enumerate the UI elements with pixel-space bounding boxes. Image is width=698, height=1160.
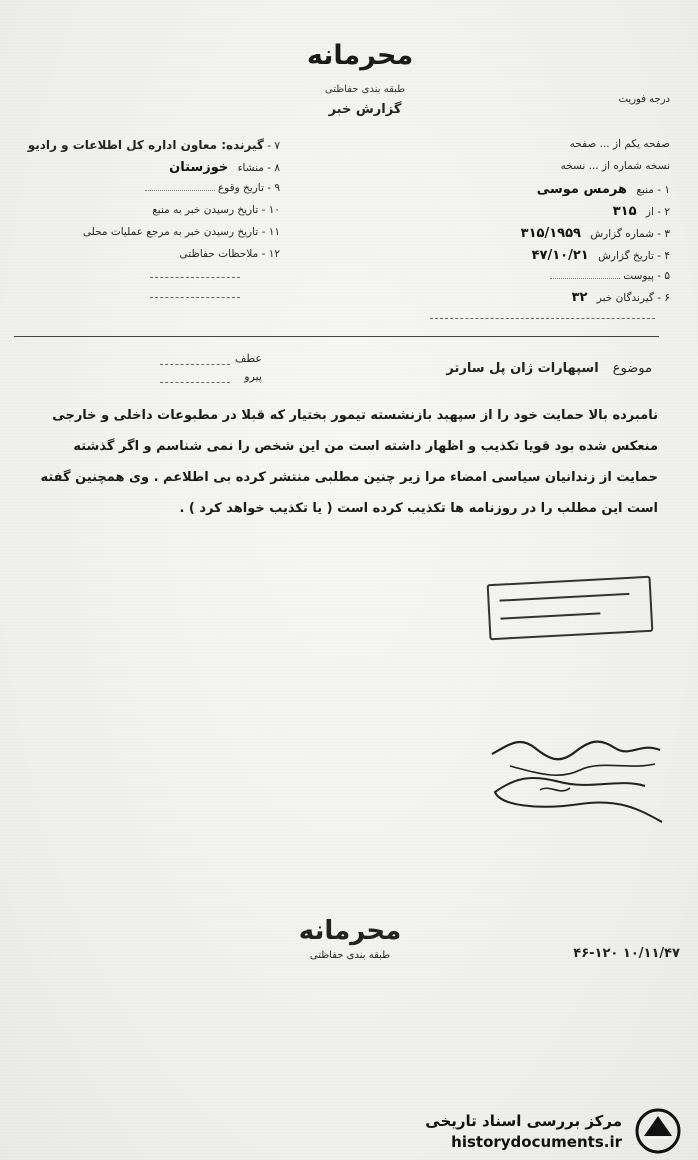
dotted-line — [160, 364, 230, 365]
dotted-line — [160, 382, 230, 383]
ref-atf: عطف — [235, 352, 262, 365]
body-line: است این مطلب را در روزنامه ها تکذیب کرده است ( یا تکذیب خواهد کرد ) . — [179, 501, 658, 516]
report-type: گزارش خبر — [328, 102, 402, 117]
field-security-notes: ۱۲ - ملاحظات حفاظتی — [179, 248, 280, 260]
body-line: حمایت از زندانیان سیاسی امضاء مرا زیر چنین مطلبی منتشر کرده بی اطلاعم . وی همچنین گفته — [40, 470, 658, 485]
field-attachment: ۵ - پیوست — [440, 270, 670, 282]
field-source-date: ۱۰ - تاریخ رسیدن خبر به منبع — [152, 204, 280, 216]
field-source: ۱ - منبع هرمس موسی — [536, 182, 670, 197]
priority-label: درجه فوریت — [618, 94, 670, 105]
handwritten-stamp — [487, 576, 654, 641]
ref-peyro: پیرو — [244, 370, 262, 383]
archive-logo-icon — [632, 1106, 684, 1156]
field-from: ۲ - از ۳۱۵ — [612, 204, 670, 219]
classification-level: طبقه بندی حفاظتی — [324, 84, 406, 95]
body-line: نامبرده بالا حمایت خود را از سپهبد بازنشسته تیمور بختیار که قبلا در مطبوعات داخلی و خارجی — [52, 408, 658, 423]
dotted-line — [150, 297, 240, 298]
classification-title: محرمانه — [306, 40, 414, 71]
field-page: صفحه یکم از ... صفحه — [569, 138, 670, 150]
report-body — [38, 400, 658, 524]
document-code: ۴۶-۱۲۰ ۱۰/۱۱/۴۷ — [573, 946, 680, 961]
handwritten-signature — [480, 730, 670, 830]
field-report-date: ۴ - تاریخ گزارش ۴۷/۱۰/۲۱ — [531, 248, 670, 263]
footer-classification: محرمانه — [298, 916, 402, 946]
field-occurrence-date: ۹ - تاریخ وقوع — [60, 182, 280, 194]
field-copy: نسخه شماره از ... نسخه — [560, 160, 670, 172]
header-divider — [14, 336, 659, 337]
field-recipients: ۶ - گیرندگان خبر ۳۲ — [571, 290, 670, 305]
body-line: منعکس شده بود قویا تکذیب و اظهار داشته است من این شخص را نمی شناسم و اگر گذشته — [73, 439, 658, 454]
subject-line: موضوع اسپهارات ژان پل سارتر — [446, 361, 652, 376]
footer-classification-level: طبقه بندی حفاظتی — [309, 950, 391, 961]
field-origin: ۸ - منشاء خوزستان — [169, 160, 280, 175]
watermark-name: مرکز بررسی اسناد تاریخی — [425, 1112, 622, 1130]
field-recipient: ۷ - گیرنده: معاون اداره کل اطلاعات و رادیو — [27, 138, 280, 152]
watermark-url: historydocuments.ir — [451, 1133, 622, 1151]
dotted-line — [150, 277, 240, 278]
field-local-date: ۱۱ - تاریخ رسیدن خبر به مرجع عملیات محلی — [82, 226, 280, 238]
field-report-number: ۳ - شماره گزارش ۳۱۵/۱۹۵۹ — [520, 226, 670, 241]
dotted-line — [430, 318, 655, 319]
